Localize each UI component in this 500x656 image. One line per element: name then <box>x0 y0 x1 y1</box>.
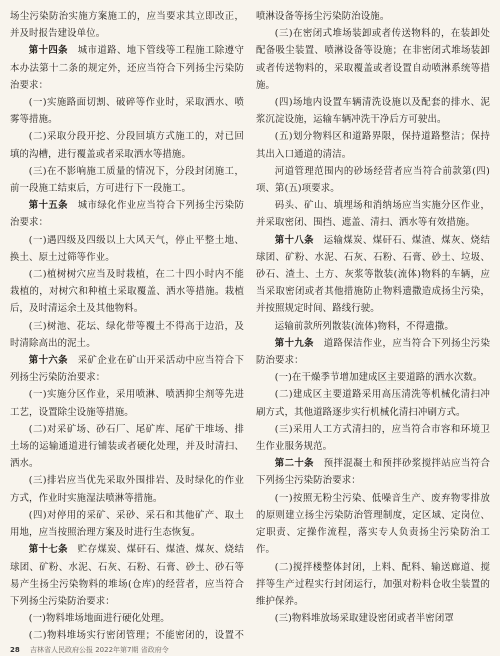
paragraph <box>10 8 244 42</box>
paragraph <box>256 369 490 386</box>
page-footer <box>10 644 490 656</box>
paragraph <box>256 490 490 559</box>
article-heading: 第十七条 <box>28 544 68 556</box>
paragraph <box>256 455 490 489</box>
paragraph <box>256 8 490 25</box>
paragraph-text: 河道管理范围内的砂场经营者应当符合前款第(四)项、第(五)项要求。 <box>256 165 490 195</box>
left-column <box>10 8 244 646</box>
paragraph-text: (四)场地内设置车辆清洗设施以及配套的排水、泥浆沉淀设施，运输车辆冲洗干净后方可驶出。 <box>256 97 490 126</box>
paragraph <box>256 197 490 231</box>
paragraph <box>256 610 490 627</box>
paragraph <box>256 128 490 162</box>
text-columns <box>10 8 490 646</box>
paragraph-text: (一)按照无粉尘污染、低噪音生产、废弃物零排放的原则建立扬尘污染防治管理制度，定区域、定岗位、定职责、定操作流程，落实专人负责扬尘污染防治工作。 <box>256 492 490 556</box>
paragraph <box>256 386 490 420</box>
article-heading: 第二十条 <box>274 458 314 470</box>
paragraph <box>256 25 490 94</box>
paragraph-text: 城市绿化作业应当符合下列扬尘污染防治要求： <box>10 200 244 229</box>
paragraph-text: (三)排岩应当优先采取外围排岩、及时绿化的作业方式，作业时实施湿法喷淋等措施。 <box>10 475 244 504</box>
paragraph <box>10 507 244 541</box>
paragraph-text: 采矿企业在矿山开采活动中应当符合下列扬尘污染防治要求： <box>10 355 244 384</box>
paragraph-text: 场尘污染防治实施方案施工的，应当要求其立即改正，并及时报告建设单位。 <box>10 11 244 40</box>
paragraph-text: (一)遇四级及四级以上大风天气，停止平整土地、换土、原土过筛等作业。 <box>10 234 244 263</box>
right-column <box>256 8 490 646</box>
paragraph-text: (五)划分物料区和道路界限，保持道路整洁；保持其出入口通道的清洁。 <box>256 131 490 160</box>
paragraph-text: (一)实施分区作业，采用喷淋、喷洒抑尘剂等先进工艺，设置除尘设施等措施。 <box>10 389 244 418</box>
paragraph-text: (三)在不影响施工质量的情况下，分段封闭施工，前一段施工结束后，方可进行下一段施工。 <box>10 165 244 195</box>
article-heading: 第十四条 <box>28 45 68 57</box>
paragraph-text: (一)物料堆场地面进行硬化处理。 <box>28 613 170 625</box>
article-heading: 第十八条 <box>274 234 314 246</box>
paragraph-text: (四)对停用的采矿、采砂、采石和其他矿产、取土用地，应当按照治理方案及时进行生态恢复。 <box>10 509 244 539</box>
paragraph-text: (三)在密闭式堆场装卸或者传送物料的，在装卸处配备吸尘装置、喷淋设备等设施；在非密闭式堆场装卸或者传送物料的，采取覆盖或者设置自动喷淋系统等措施。 <box>256 28 490 91</box>
paragraph <box>10 197 244 231</box>
paragraph <box>10 610 244 627</box>
article-heading: 第十五条 <box>28 200 68 212</box>
paragraph <box>256 559 490 611</box>
paragraph-text: (一)实施路面切割、破碎等作业时，采取洒水、喷雾等措施。 <box>10 97 244 126</box>
paragraph-text: (二)采取分段开挖、分段回填方式施工的，对已回填的沟槽，进行覆盖或者采取洒水等措施。 <box>10 131 244 160</box>
paragraph <box>256 94 490 128</box>
footer-text: 吉林省人民政府公报 2022年第7期 省政府令 <box>29 646 169 654</box>
article-heading: 第十九条 <box>274 337 314 349</box>
paragraph-text: 码头、矿山、填埋场和消纳场应当实施分区作业，并采取密闭、围挡、遮盖、清扫、洒水等有效措施。 <box>256 200 490 229</box>
paragraph <box>10 318 244 352</box>
paragraph <box>10 128 244 162</box>
paragraph-text: (二)搅拌楼整体封闭，上料、配料、输送廊道、搅拌等生产过程实行封闭运行，加强对粉料仓收尘装置的维护保养。 <box>256 561 490 607</box>
paragraph <box>256 318 490 335</box>
paragraph-text: 城市道路、地下管线等工程施工除遵守本办法第十二条的规定外，还应当符合下列扬尘污染防治要求： <box>10 45 244 91</box>
paragraph <box>10 352 244 386</box>
paragraph-text: (三)物料堆放场采取建设密闭或者半密闭罩 <box>274 613 454 625</box>
paragraph-text: (三)树池、花坛、绿化带等覆土不得高于边沿，及时清除高出的泥土。 <box>10 320 244 349</box>
paragraph-text: 道路保洁作业，应当符合下列扬尘污染防治要求： <box>256 337 490 367</box>
paragraph <box>10 386 244 420</box>
paragraph <box>256 163 490 197</box>
paragraph-text: 喷淋设备等扬尘污染防治设施。 <box>256 11 390 22</box>
paragraph <box>256 421 490 455</box>
paragraph <box>256 232 490 318</box>
paragraph <box>10 163 244 197</box>
paragraph-text: (一)在干燥季节增加建成区主要道路的洒水次数。 <box>274 372 483 384</box>
paragraph <box>10 472 244 506</box>
article-heading: 第十六条 <box>28 355 68 367</box>
paragraph-text: (二)植树树穴应当及时栽植，在二十四小时内不能栽植的，对树穴和种植土采取覆盖、洒水等措施。栽植后，及时清运余土及其他物料。 <box>10 269 244 315</box>
paragraph-text: (三)采用人工方式清扫的，应当符合市容和环境卫生作业服务规范。 <box>256 423 490 453</box>
paragraph-text: 运输煤炭、煤矸石、煤渣、煤灰、烧结球团、矿粉、水泥、石灰、石粉、石膏、砂土、垃圾、砂石、渣土、土方、灰浆等散装(流体)物料的车辆，应当采取密闭或者其他措施防止物料遗撒造成扬尘污染，并按照规定时间、路线行驶。 <box>256 234 490 315</box>
paragraph-text: 贮存煤炭、煤矸石、煤渣、煤灰、烧结球团、矿粉、水泥、石灰、石粉、石膏、砂土、砂石等易产生扬尘污染物料的堆场(仓库)的经营者，应当符合下列扬尘污染防治要求： <box>10 544 244 607</box>
paragraph <box>10 541 244 610</box>
paragraph-text: 运输前款所列散装(流体)物料，不得遗撒。 <box>274 320 454 332</box>
paragraph <box>10 232 244 266</box>
paragraph <box>256 335 490 369</box>
paragraph <box>10 42 244 94</box>
paragraph-text: (二)物料堆场实行密闭管理；不能密闭的，设置不 <box>28 630 244 642</box>
page-number: 28 <box>10 646 20 654</box>
paragraph-text: 预拌混凝土和预拌砂浆搅拌站应当符合下列扬尘污染防治要求： <box>256 458 490 487</box>
paragraph-text: (二)建成区主要道路采用高压清洗等机械化清扫冲刷方式，其他道路逐步实行机械化清扫冲刷方式。 <box>256 389 490 418</box>
paragraph <box>10 94 244 128</box>
paragraph <box>10 266 244 318</box>
paragraph <box>10 421 244 473</box>
paragraph-text: (二)对采矿场、砂石厂、尾矿库、尾矿干堆场、排土场的运输通道进行铺装或者硬化处理，并及时清扫、洒水。 <box>10 423 244 470</box>
